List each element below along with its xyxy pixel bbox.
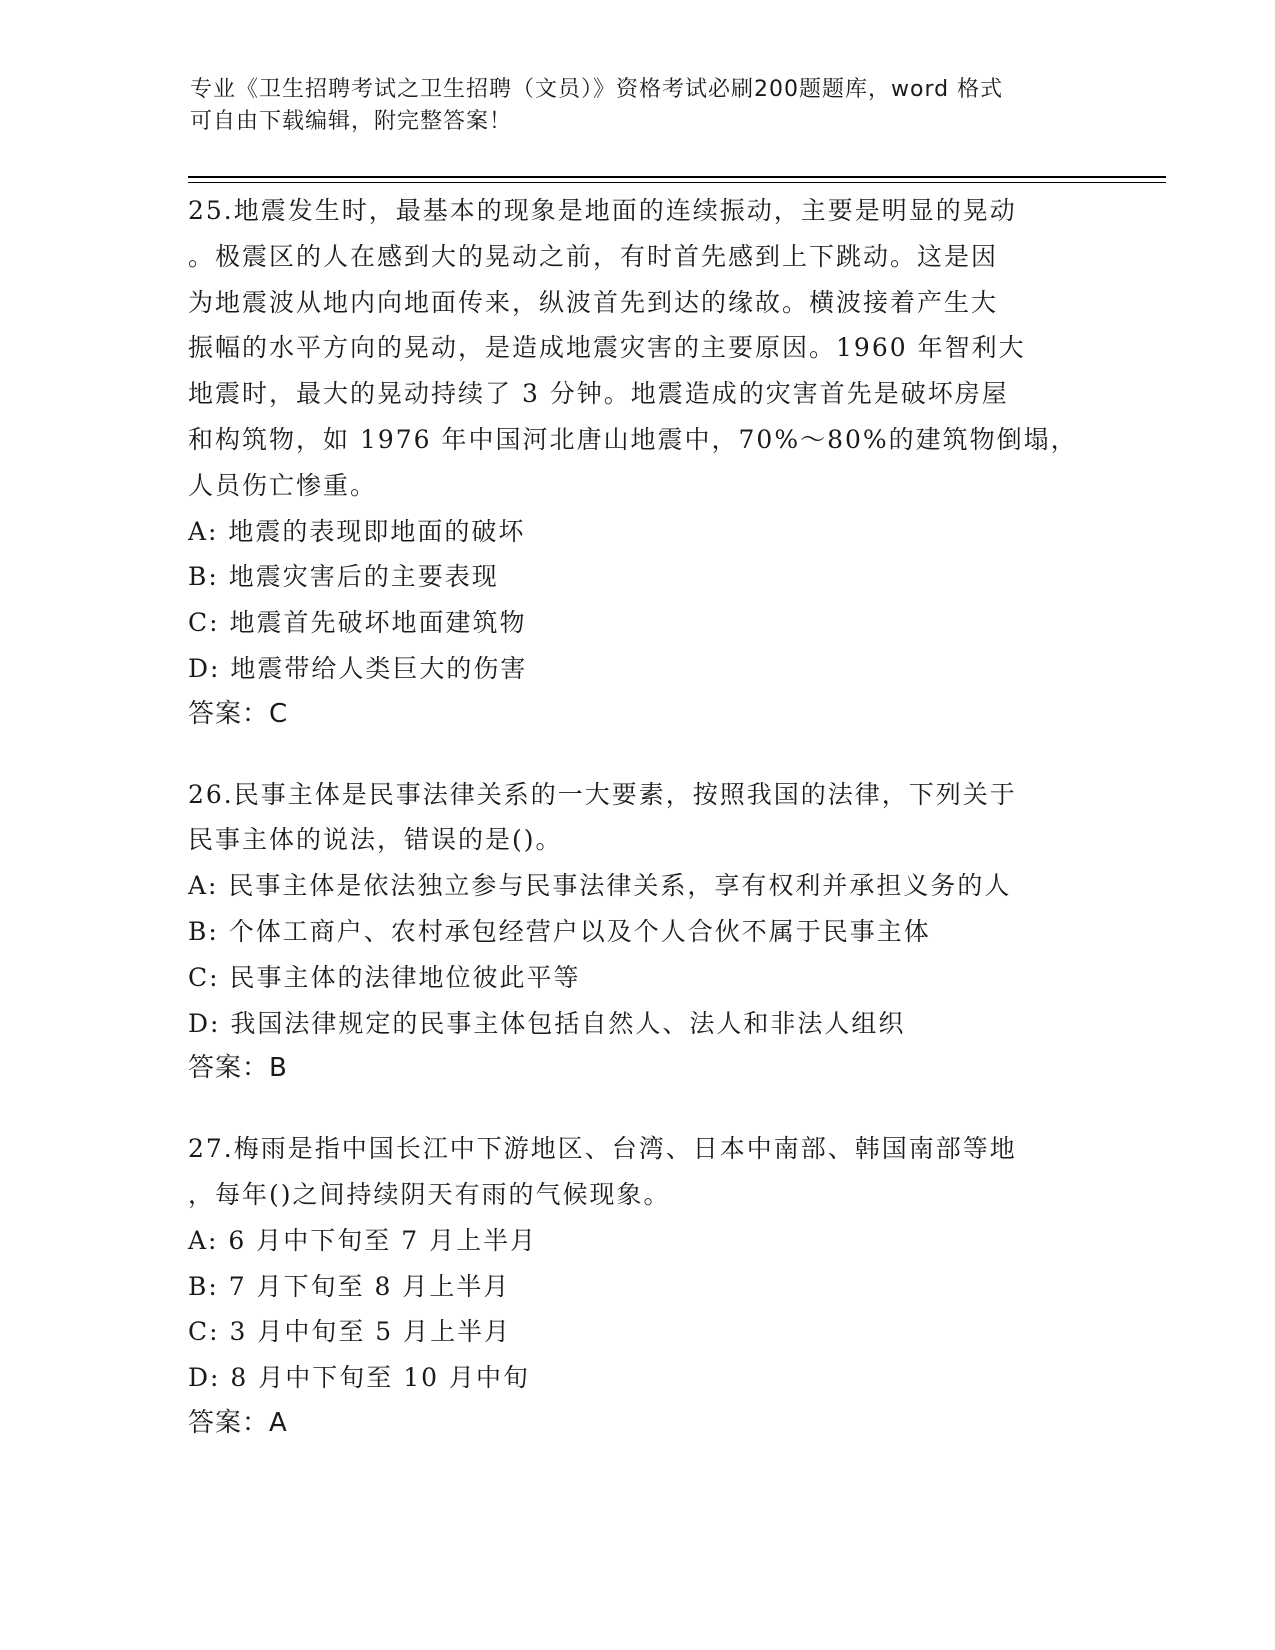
header-title-line-1: 专业《卫生招聘考试之卫生招聘（文员）》资格考试必刷200题题库，word 格式 [190,77,1004,102]
answer-label: 答案：B [188,1053,288,1084]
answer-label: 答案：C [188,698,289,729]
option-a: A: 6 月中下旬至 7 月上半月 [188,1225,538,1255]
option-b: B: 7 月下旬至 8 月上半月 [188,1271,511,1301]
question-26 [188,772,1088,1093]
option-a: A: 民事主体是依法独立参与民事法律关系，享有权利并承担义务的人 [188,871,1012,901]
option-c: C: 民事主体的法律地位彼此平等 [188,962,581,992]
question-stem: 25.地震发生时，最基本的现象是地面的连续振动，主要是明显的晃动 。极震区的人在感到大的晃动之前，有时首先感到上下跳动。这是因 为地震波从地内向地面传来，纵波首先到达的缘故。横波接着产生大 振幅的水平方向的晃动，是造成地震灾害的主要原因。1960 年智利大 地震时，最大的晃动持续了 3 分钟。地震造成的灾害首先是破坏房屋 和构筑物，如 1976 年中国河北唐山地震中，70%～80%的建筑物倒塌， 人员伤亡惨重。 [188,196,1078,500]
header-divider-thin [188,182,1166,183]
question-25 [188,188,1088,738]
option-c: C: 3 月中旬至 5 月上半月 [188,1317,512,1347]
option-c: C: 地震首先破坏地面建筑物 [188,608,527,638]
header-title-line-2: 可自由下载编辑，附完整答案！ [190,109,513,134]
option-a: A: 地震的表现即地面的破坏 [188,516,526,546]
option-b: B: 个体工商户、农村承包经营户以及个人合伙不属于民事主体 [188,916,931,946]
question-27 [188,1126,1088,1447]
header-divider-thick [188,176,1166,178]
question-stem: 27.梅雨是指中国长江中下游地区、台湾、日本中南部、韩国南部等地 ，每年()之间持续阴天有雨的气候现象。 [188,1134,1017,1209]
option-b: B: 地震灾害后的主要表现 [188,562,499,592]
option-d: D: 8 月中下旬至 10 月中旬 [188,1363,530,1393]
option-d: D: 我国法律规定的民事主体包括自然人、法人和非法人组织 [188,1008,906,1038]
answer-label: 答案：A [188,1407,288,1438]
option-d: D: 地震带给人类巨大的伤害 [188,653,528,683]
question-list [188,188,1088,1481]
question-stem: 26.民事主体是民事法律关系的一大要素，按照我国的法律，下列关于 民事主体的说法，错误的是()。 [188,779,1017,855]
document-header [190,74,1070,138]
